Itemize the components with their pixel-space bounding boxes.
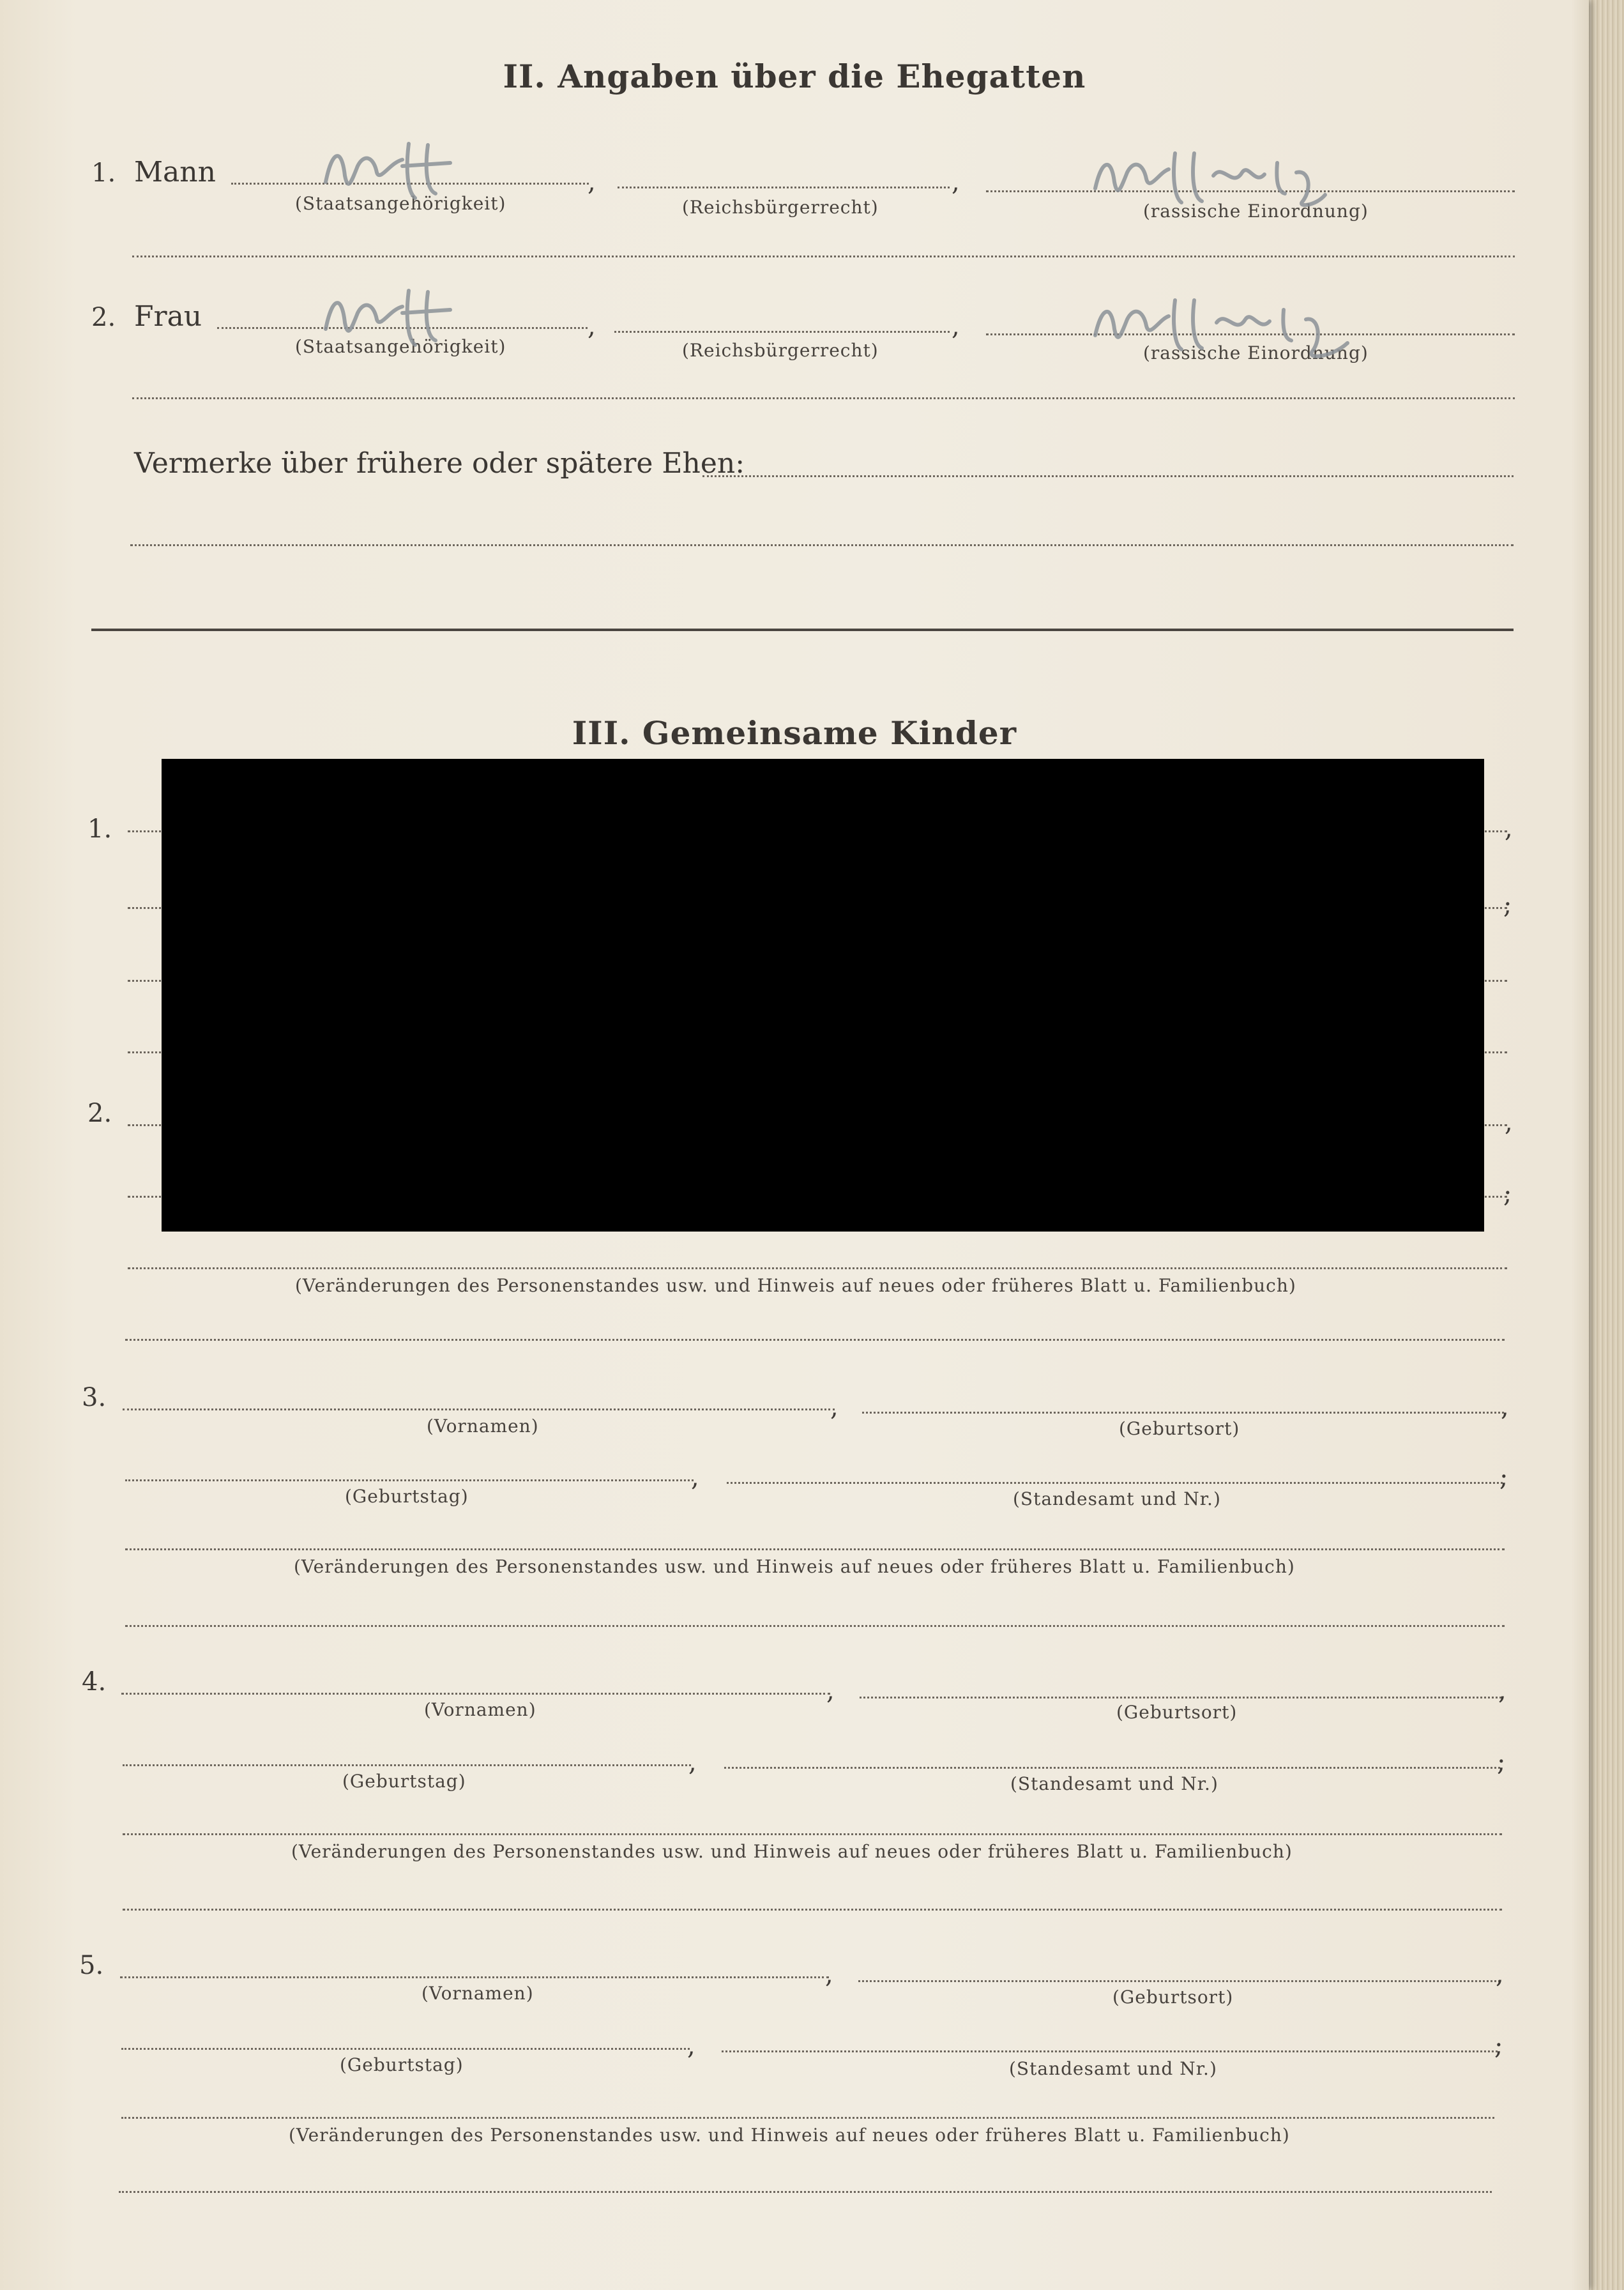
child-5-birthplace-line[interactable] bbox=[858, 1980, 1500, 1982]
child-5-changes-line[interactable] bbox=[121, 2117, 1494, 2119]
child-2-changes-caption: (Veränderungen des Personenstandes usw. und Hinweis auf neues oder früheres Blatt u. Familienbuch) bbox=[295, 1275, 1296, 1296]
child-4-names-line[interactable] bbox=[121, 1693, 830, 1695]
man-classification-caption: (rassische Einordnung) bbox=[1143, 201, 1369, 222]
comma: , bbox=[1501, 1393, 1509, 1422]
child-5-registry-line[interactable] bbox=[722, 2050, 1498, 2052]
woman-classification-handwriting bbox=[1086, 291, 1360, 364]
child-4-continuation-line[interactable] bbox=[123, 1909, 1502, 1911]
child-5-registry-caption: (Standesamt und Nr.) bbox=[1009, 2058, 1217, 2079]
man-label: Mann bbox=[134, 156, 216, 188]
comma: , bbox=[826, 1676, 835, 1706]
man-nationality-caption: (Staatsangehörigkeit) bbox=[295, 193, 506, 214]
child-3-birthday-line[interactable] bbox=[125, 1479, 694, 1481]
man-nationality-handwriting bbox=[313, 137, 460, 204]
child-5-continuation-line[interactable] bbox=[119, 2191, 1492, 2193]
child-5-birthday-caption: (Geburtstag) bbox=[340, 2054, 464, 2075]
child-3-registry-caption: (Standesamt und Nr.) bbox=[1013, 1488, 1221, 1509]
previous-marriages-label: Vermerke über frühere oder spätere Ehen: bbox=[134, 447, 745, 480]
child-3-changes-caption: (Veränderungen des Personenstandes usw. und Hinweis auf neues oder früheres Blatt u. Familienbuch) bbox=[294, 1556, 1295, 1577]
child-5-number: 5. bbox=[79, 1951, 104, 1980]
woman-citizenship-line[interactable] bbox=[614, 331, 950, 333]
child-5-changes-caption: (Veränderungen des Personenstandes usw. und Hinweis auf neues oder früheres Blatt u. Familienbuch) bbox=[289, 2125, 1290, 2146]
child-3-registry-line[interactable] bbox=[727, 1482, 1503, 1484]
child-5-names-caption: (Vornamen) bbox=[421, 1983, 534, 2004]
comma: , bbox=[1498, 1676, 1506, 1706]
previous-marriages-line-2[interactable] bbox=[130, 544, 1514, 546]
child-3-number: 3. bbox=[82, 1383, 107, 1412]
comma: , bbox=[687, 2031, 695, 2061]
comma: , bbox=[1505, 1108, 1513, 1137]
child-3-names-caption: (Vornamen) bbox=[427, 1416, 539, 1437]
woman-number: 2. bbox=[91, 303, 116, 332]
previous-marriages-line[interactable] bbox=[702, 475, 1514, 477]
woman-label: Frau bbox=[134, 300, 202, 333]
child-4-birthplace-line[interactable] bbox=[860, 1697, 1501, 1698]
child-4-registry-caption: (Standesamt und Nr.) bbox=[1010, 1773, 1218, 1794]
comma: , bbox=[952, 167, 960, 197]
child-3-birthplace-caption: (Geburtsort) bbox=[1119, 1418, 1240, 1439]
woman-citizenship-caption: (Reichsbürgerrecht) bbox=[682, 340, 879, 361]
comma: , bbox=[1505, 814, 1513, 843]
man-citizenship-line[interactable] bbox=[618, 187, 950, 188]
comma: , bbox=[688, 1748, 697, 1777]
child-4-registry-line[interactable] bbox=[724, 1767, 1500, 1769]
child-3-birthplace-line[interactable] bbox=[862, 1412, 1504, 1414]
child-5-birthplace-caption: (Geburtsort) bbox=[1112, 1987, 1234, 2008]
child-2-changes-line[interactable] bbox=[128, 1267, 1507, 1269]
comma: , bbox=[588, 167, 596, 197]
child-4-birthday-caption: (Geburtstag) bbox=[342, 1771, 466, 1792]
child-4-changes-line[interactable] bbox=[123, 1833, 1502, 1835]
child-4-names-caption: (Vornamen) bbox=[424, 1699, 536, 1720]
man-classification-handwriting bbox=[1086, 144, 1335, 211]
comma: , bbox=[588, 312, 596, 341]
man-number: 1. bbox=[91, 158, 116, 188]
child-5-birthday-line[interactable] bbox=[121, 2048, 690, 2050]
child-1-number: 1. bbox=[87, 814, 112, 844]
comma: , bbox=[1496, 1960, 1504, 1989]
page-edge bbox=[1589, 0, 1624, 2290]
redaction-block bbox=[162, 759, 1484, 1232]
section-divider bbox=[91, 629, 1514, 631]
semicolon: ; bbox=[1494, 2031, 1503, 2061]
man-continuation-line[interactable] bbox=[132, 256, 1515, 257]
child-2-number: 2. bbox=[87, 1099, 112, 1128]
comma: , bbox=[952, 312, 960, 341]
woman-classification-caption: (rassische Einordnung) bbox=[1143, 342, 1369, 363]
woman-nationality-handwriting bbox=[313, 284, 460, 351]
semicolon: ; bbox=[1497, 1748, 1506, 1777]
child-3-birthday-caption: (Geburtstag) bbox=[345, 1486, 469, 1507]
man-citizenship-caption: (Reichsbürgerrecht) bbox=[682, 197, 879, 218]
child-3-changes-line[interactable] bbox=[125, 1548, 1505, 1550]
child-3-names-line[interactable] bbox=[123, 1408, 835, 1410]
comma: , bbox=[691, 1463, 699, 1492]
child-3-continuation-line[interactable] bbox=[125, 1625, 1505, 1627]
comma: , bbox=[830, 1393, 839, 1422]
woman-continuation-line[interactable] bbox=[132, 397, 1515, 399]
section-ii-title: II. Angaben über die Ehegatten bbox=[503, 57, 1086, 95]
child-4-number: 4. bbox=[82, 1667, 107, 1697]
woman-nationality-caption: (Staatsangehörigkeit) bbox=[295, 336, 506, 357]
child-5-names-line[interactable] bbox=[120, 1976, 829, 1978]
child-2-continuation-line[interactable] bbox=[125, 1339, 1505, 1341]
semicolon: ; bbox=[1499, 1463, 1508, 1492]
child-4-birthday-line[interactable] bbox=[123, 1764, 691, 1766]
comma: , bbox=[825, 1960, 833, 1989]
semicolon: ; bbox=[1503, 1179, 1512, 1209]
child-4-birthplace-caption: (Geburtsort) bbox=[1116, 1702, 1238, 1723]
semicolon: ; bbox=[1503, 890, 1512, 920]
child-4-changes-caption: (Veränderungen des Personenstandes usw. und Hinweis auf neues oder früheres Blatt u. Familienbuch) bbox=[291, 1841, 1293, 1862]
section-iii-title: III. Gemeinsame Kinder bbox=[572, 714, 1017, 752]
